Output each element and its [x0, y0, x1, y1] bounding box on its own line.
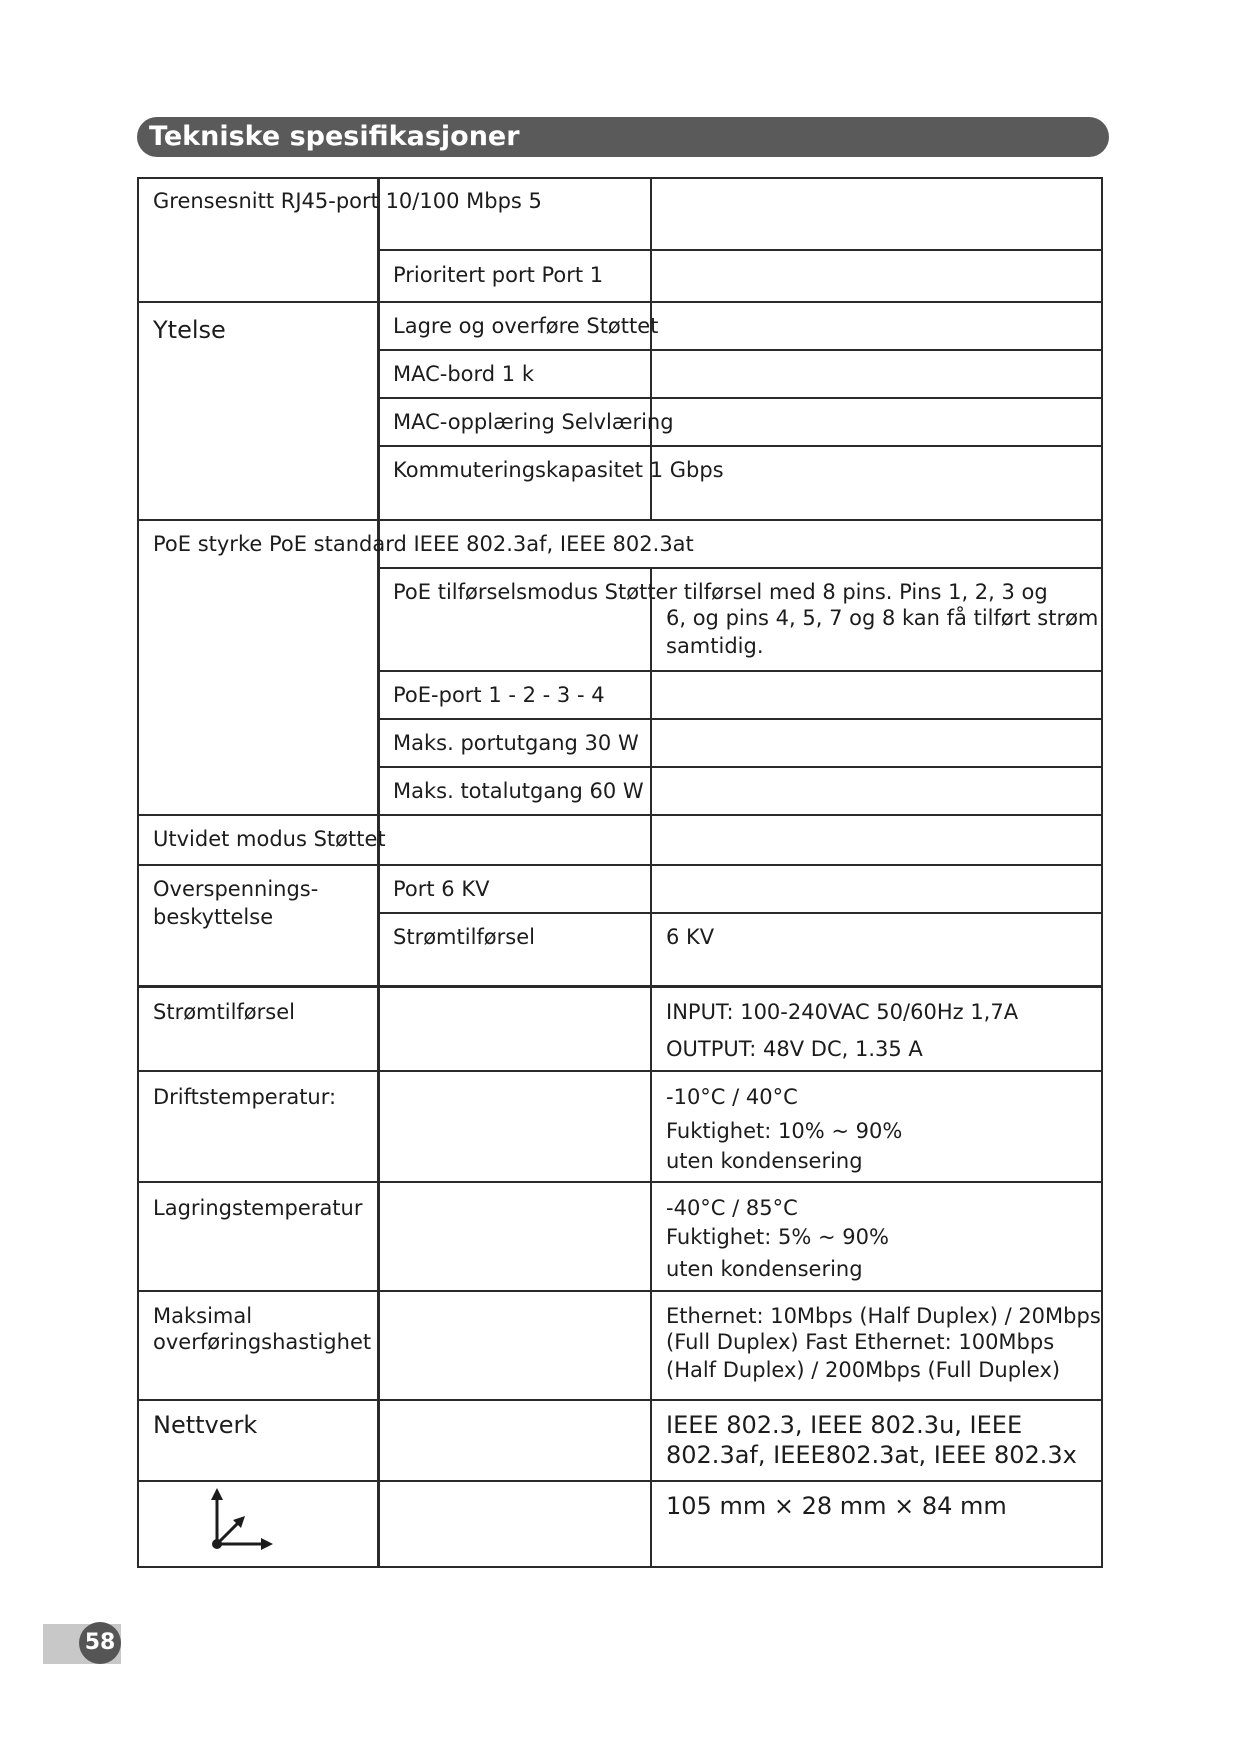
performance-label: Ytelse — [153, 316, 226, 344]
dimensions-value: 105 mm × 28 mm × 84 mm — [666, 1492, 1007, 1520]
surge-power-value: 6 KV — [666, 925, 715, 949]
storage-humidity: Fuktighet: 5% ~ 90% — [666, 1225, 889, 1249]
row-line — [137, 1399, 1103, 1401]
row-line — [377, 567, 1103, 569]
row-line — [137, 1290, 1103, 1292]
max-rate-value: (Full Duplex) Fast Ethernet: 100Mbps — [666, 1330, 1055, 1354]
operating-temp-label: Driftstemperatur: — [153, 1085, 337, 1109]
max-rate-label: Maksimal — [153, 1304, 253, 1328]
dimensions-axes-icon — [205, 1488, 275, 1556]
poe-mode-line: PoE tilførselsmodus Støtter tilførsel med 8 pins. Pins 1, 2, 3 og — [393, 580, 1048, 604]
row-line — [377, 349, 1103, 351]
operating-temp-value: -10°C / 40°C — [666, 1085, 798, 1109]
network-value: 802.3af, IEEE802.3at, IEEE 802.3x — [666, 1441, 1077, 1469]
row-line — [377, 249, 1103, 251]
row-line — [137, 1566, 1103, 1568]
store-forward-row: Lagre og overføre Støttet — [393, 314, 659, 338]
mac-learning-row: MAC-opplæring Selvlæring — [393, 410, 674, 434]
row-line — [137, 301, 1103, 303]
surge-protection-label: beskyttelse — [153, 905, 274, 929]
max-rate-value: Ethernet: 10Mbps (Half Duplex) / 20Mbps — [666, 1304, 1101, 1328]
max-rate-value: (Half Duplex) / 200Mbps (Full Duplex) — [666, 1358, 1061, 1382]
poe-ports-row: PoE-port 1 - 2 - 3 - 4 — [393, 683, 605, 707]
row-line — [377, 397, 1103, 399]
surge-port-row: Port 6 KV — [393, 877, 490, 901]
max-rate-label: overføringshastighet — [153, 1330, 372, 1354]
row-line — [137, 177, 1103, 179]
row-line — [137, 1070, 1103, 1072]
power-input: INPUT: 100-240VAC 50/60Hz 1,7A — [666, 1000, 1019, 1024]
section-title: Tekniske spesifikasjoner — [137, 117, 1109, 157]
power-output: OUTPUT: 48V DC, 1.35 A — [666, 1037, 923, 1061]
operating-condensing: uten kondensering — [666, 1149, 863, 1173]
rj45-row: Grensesnitt RJ45-port 10/100 Mbps 5 — [153, 189, 542, 213]
network-value: IEEE 802.3, IEEE 802.3u, IEEE — [666, 1411, 1023, 1439]
row-line-thick — [137, 985, 1103, 988]
row-line — [377, 445, 1103, 447]
row-line — [377, 912, 1103, 914]
surge-protection-label: Overspennings- — [153, 877, 319, 901]
power-label: Strømtilførsel — [153, 1000, 295, 1024]
storage-temp-label: Lagringstemperatur — [153, 1196, 363, 1220]
poe-mode-line: 6, og pins 4, 5, 7 og 8 kan få tilført strøm — [666, 606, 1099, 630]
max-total-output-row: Maks. totalutgang 60 W — [393, 779, 644, 803]
storage-condensing: uten kondensering — [666, 1257, 863, 1281]
row-line — [137, 1480, 1103, 1482]
row-line — [377, 670, 1103, 672]
poe-mode-line: samtidig. — [666, 634, 764, 658]
table-border-left — [137, 177, 139, 1568]
row-line — [137, 864, 1103, 866]
operating-humidity: Fuktighet: 10% ~ 90% — [666, 1119, 903, 1143]
extended-mode-row: Utvidet modus Støttet — [153, 827, 386, 851]
table-border-right — [1101, 177, 1103, 1568]
surge-power-label: Strømtilførsel — [393, 925, 535, 949]
page-number: 58 — [79, 1622, 121, 1664]
poe-standard-row: PoE styrke PoE standard IEEE 802.3af, IEEE 802.3at — [153, 532, 694, 556]
network-label: Nettverk — [153, 1411, 258, 1439]
storage-temp-value: -40°C / 85°C — [666, 1196, 798, 1220]
row-line — [137, 814, 1103, 816]
row-line — [377, 766, 1103, 768]
row-line — [377, 718, 1103, 720]
row-line — [137, 1181, 1103, 1183]
max-port-output-row: Maks. portutgang 30 W — [393, 731, 639, 755]
row-line — [137, 519, 1103, 521]
priority-port-row: Prioritert port Port 1 — [393, 263, 604, 287]
switching-capacity-row: Kommuteringskapasitet 1 Gbps — [393, 458, 724, 482]
mac-table-row: MAC-bord 1 k — [393, 362, 535, 386]
